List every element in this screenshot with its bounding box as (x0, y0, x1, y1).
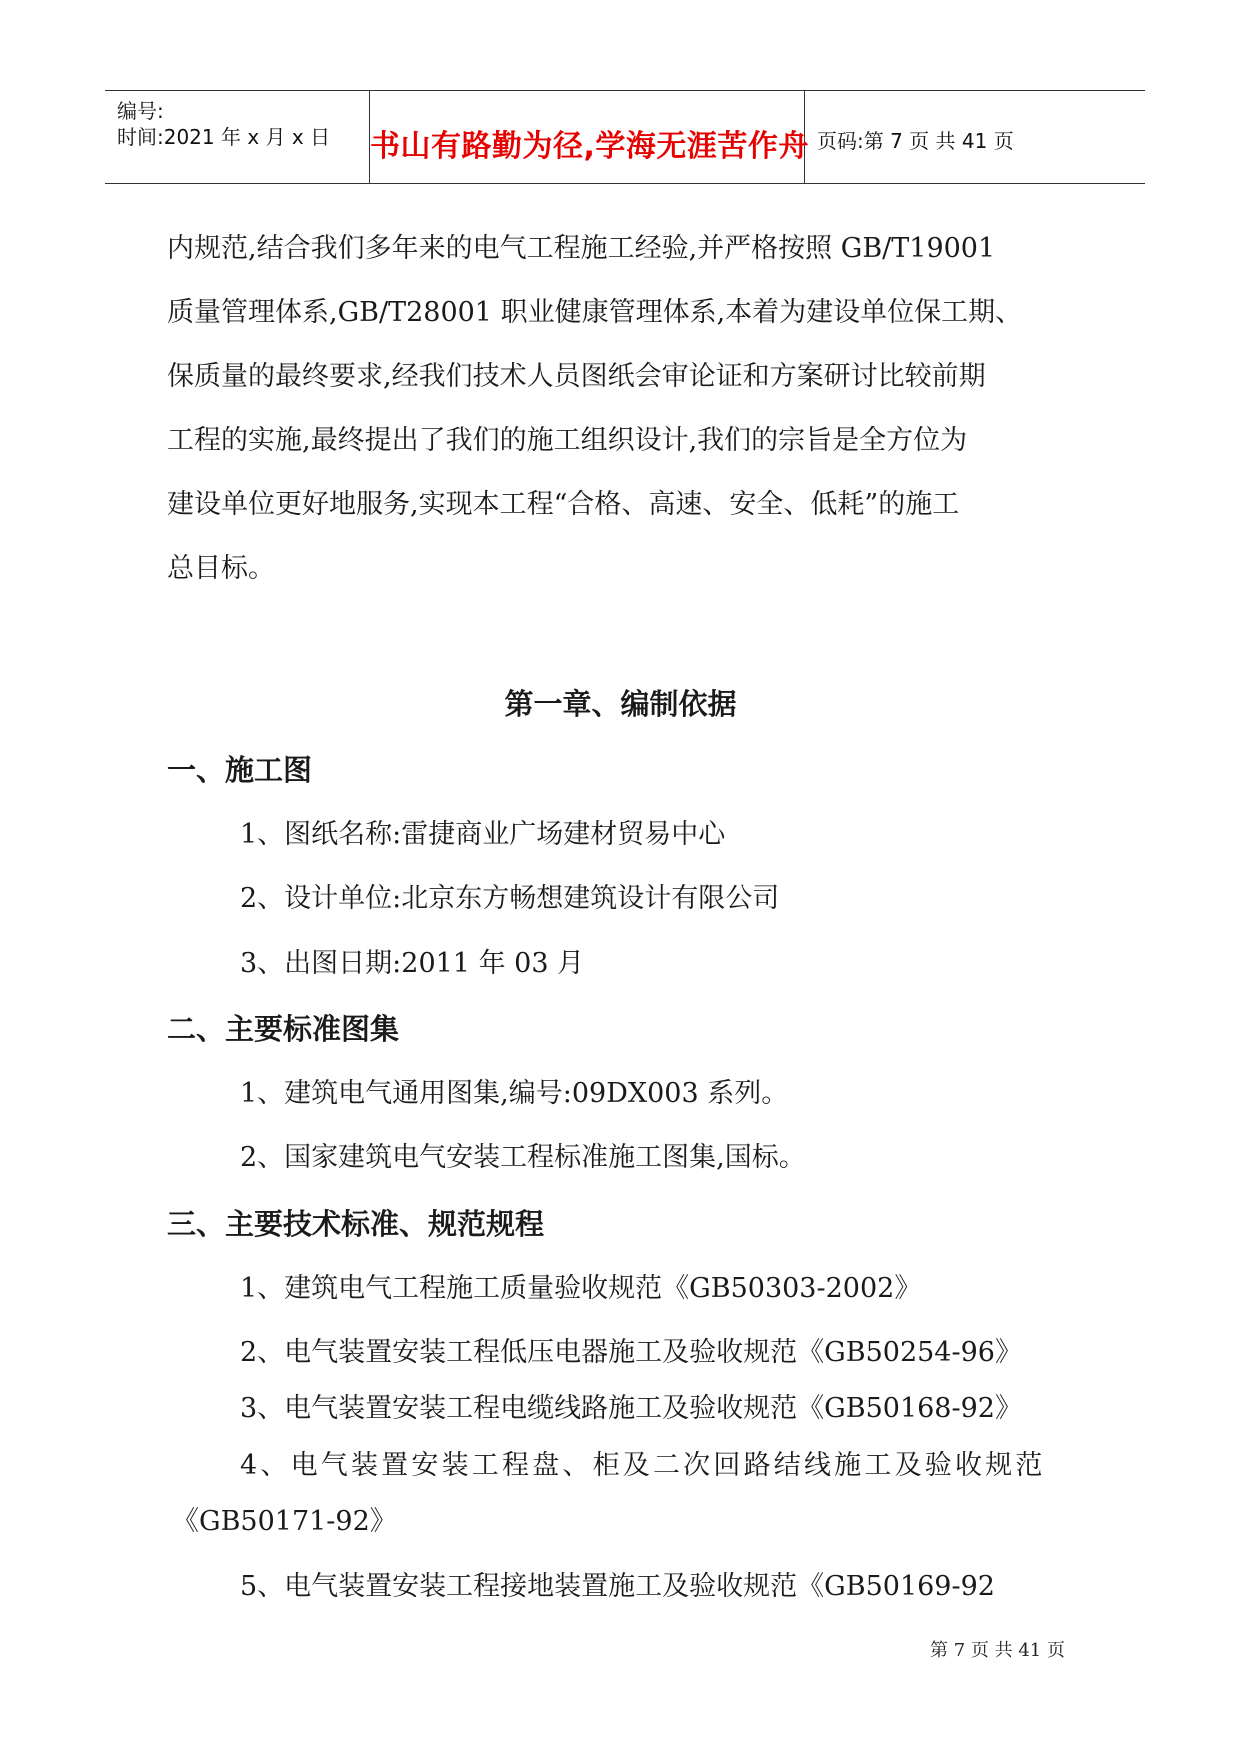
list-item: 2、电气装置安装工程低压电器施工及验收规范《GB50254-96》 (240, 1337, 1022, 1368)
list-item: 1、建筑电气通用图集,编号:09DX003 系列。 (240, 1078, 789, 1109)
intro-line: 内规范,结合我们多年来的电气工程施工经验,并严格按照 GB/T19001 (167, 233, 996, 264)
intro-line: 建设单位更好地服务,实现本工程“合格、高速、安全、低耗”的施工 (167, 489, 960, 520)
intro-line: 保质量的最终要求,经我们技术人员图纸会审论证和方案研讨比较前期 (167, 361, 986, 392)
list-item: 1、图纸名称:雷捷商业广场建材贸易中心 (240, 819, 726, 850)
section-heading: 二、主要标准图集 (167, 1012, 400, 1046)
intro-line: 总目标。 (167, 553, 275, 584)
list-item: 4、电气装置安装工程盘、柜及二次回路结线施工及验收规范 (240, 1450, 1046, 1481)
intro-line: 工程的实施,最终提出了我们的施工组织设计,我们的宗旨是全方位为 (167, 425, 968, 456)
list-item: 1、建筑电气工程施工质量验收规范《GB50303-2002》 (240, 1273, 922, 1304)
list-item: 2、设计单位:北京东方畅想建筑设计有限公司 (240, 883, 780, 914)
intro-line: 质量管理体系,GB/T28001 职业健康管理体系,本着为建设单位保工期、 (167, 297, 1023, 328)
document-number-label: 编号: (117, 99, 164, 123)
section-heading: 一、施工图 (167, 753, 313, 787)
page-footer-number: 第 7 页 共 41 页 (930, 1640, 1065, 1661)
header-page-number: 页码:第 7 页 共 41 页 (817, 129, 1014, 153)
list-item: 3、电气装置安装工程电缆线路施工及验收规范《GB50168-92》 (240, 1393, 1022, 1424)
page-header (105, 90, 1145, 184)
header-page-cell (803, 91, 1145, 183)
chapter-title: 第一章、编制依据 (504, 687, 737, 721)
header-motto: 书山有路勤为径,学海无涯苦作舟 (370, 129, 809, 164)
list-item-continuation: 《GB50171-92》 (172, 1506, 397, 1537)
header-motto-cell (369, 91, 809, 183)
header-meta-cell (105, 91, 369, 183)
document-time-label: 时间:2021 年 x 月 x 日 (117, 125, 331, 149)
list-item: 3、出图日期:2011 年 03 月 (240, 948, 585, 979)
list-item: 2、国家建筑电气安装工程标准施工图集,国标。 (240, 1142, 806, 1173)
list-item: 5、电气装置安装工程接地装置施工及验收规范《GB50169-92 (240, 1571, 995, 1602)
section-heading: 三、主要技术标准、规范规程 (167, 1207, 545, 1241)
